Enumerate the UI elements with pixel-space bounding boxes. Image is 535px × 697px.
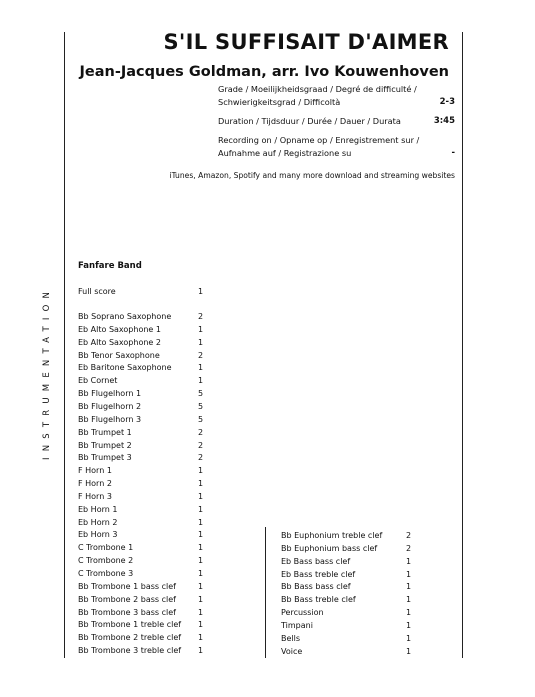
part-name: Eb Alto Saxophone 2 [78, 337, 161, 347]
right-margin-rule [462, 32, 463, 658]
part-quantity: 1 [406, 556, 412, 566]
recording-label-line2: Aufnahme auf / Registrazione su [218, 148, 352, 158]
part-quantity: 2 [198, 453, 204, 463]
part-quantity: 1 [198, 556, 204, 566]
part-name: Bb Trumpet 3 [78, 453, 132, 463]
parts-list-right [281, 0, 421, 697]
part-name: Bb Trumpet 1 [78, 427, 132, 437]
part-name: Bb Flugelhorn 3 [78, 414, 142, 424]
part-name: F Horn 1 [78, 466, 112, 476]
part-name: Bb Trumpet 2 [78, 440, 132, 450]
part-quantity: 1 [198, 376, 204, 386]
part-name: Bb Bass bass clef [281, 582, 351, 592]
part-name: Bb Trombone 2 bass clef [78, 594, 176, 604]
grade-label-line1: Grade / Moeilijkheidsgraad / Degré de difficulté / [218, 84, 417, 94]
part-quantity: 1 [198, 594, 204, 604]
part-quantity: 1 [406, 633, 412, 643]
part-name: Timpani [281, 620, 313, 630]
piece-title: S'IL SUFFISAIT D'AIMER [163, 30, 449, 54]
grade-value: 2-3 [439, 97, 455, 107]
part-quantity: 1 [406, 608, 412, 618]
part-name: Bells [281, 633, 301, 643]
left-margin-rule [64, 32, 65, 658]
part-name: Eb Horn 1 [78, 504, 118, 514]
part-name: Eb Horn 3 [78, 530, 118, 540]
parts-list-left [78, 0, 218, 697]
part-quantity: 1 [198, 466, 204, 476]
recording-value: - [451, 148, 455, 158]
part-name: Voice [281, 646, 303, 656]
grade-label-line2: Schwierigkeitsgrad / Difficoltà [218, 97, 341, 107]
part-name: Bb Trombone 3 treble clef [78, 646, 182, 656]
part-quantity: 5 [198, 389, 204, 399]
part-name: Bb Euphonium treble clef [281, 531, 383, 540]
part-quantity: 1 [406, 595, 412, 605]
part-quantity: 1 [406, 620, 412, 630]
part-quantity: 1 [198, 607, 204, 617]
part-quantity: 1 [198, 569, 204, 578]
part-name: C Trombone 2 [78, 556, 134, 566]
part-name: Bb Trombone 2 treble clef [78, 633, 182, 643]
instrumentation-side-label: INSTRUMENTATION [42, 285, 52, 460]
streaming-note: iTunes, Amazon, Spotify and many more download and streaming websites [169, 171, 455, 180]
part-name: Eb Baritone Saxophone [78, 363, 172, 373]
part-quantity: 1 [198, 646, 204, 656]
part-quantity: 1 [198, 363, 204, 373]
composer-arranger: Jean-Jacques Goldman, arr. Ivo Kouwenhoven [79, 64, 449, 80]
part-quantity: 2 [198, 312, 204, 321]
part-quantity: 1 [198, 517, 204, 527]
part-name: Eb Alto Saxophone 1 [78, 324, 161, 334]
ensemble-heading: Fanfare Band [78, 261, 142, 271]
part-quantity: 2 [198, 440, 204, 450]
part-quantity: 1 [198, 581, 204, 591]
part-name: F Horn 3 [78, 491, 112, 501]
part-name: Eb Bass bass clef [281, 556, 351, 566]
part-quantity: 1 [198, 504, 204, 514]
part-name: Bb Flugelhorn 2 [78, 401, 142, 411]
part-quantity: 1 [198, 287, 204, 296]
part-quantity: 1 [198, 633, 204, 643]
part-quantity: 1 [406, 646, 412, 656]
part-name: Eb Horn 2 [78, 517, 118, 527]
part-quantity: 2 [198, 350, 204, 360]
part-quantity: 2 [406, 531, 412, 540]
part-quantity: 1 [406, 569, 412, 579]
part-name: Bb Euphonium bass clef [281, 543, 378, 553]
part-quantity: 1 [406, 582, 412, 592]
part-quantity: 1 [198, 620, 204, 630]
recording-label-line1: Recording on / Opname op / Enregistrement sur / [218, 135, 420, 145]
part-name: Eb Cornet [78, 376, 118, 386]
part-name: Bb Trombone 3 bass clef [78, 607, 176, 617]
part-name: Bb Trombone 1 bass clef [78, 581, 176, 591]
part-quantity: 1 [198, 543, 204, 553]
part-quantity: 5 [198, 401, 204, 411]
part-quantity: 1 [198, 337, 204, 347]
part-name: F Horn 2 [78, 479, 112, 489]
part-name: Bb Tenor Saxophone [78, 350, 160, 360]
part-name: Eb Bass treble clef [281, 569, 356, 579]
part-name: Bb Trombone 1 treble clef [78, 620, 182, 630]
duration-label: Duration / Tijdsduur / Durée / Dauer / Durata [218, 116, 401, 126]
part-quantity: 2 [198, 427, 204, 437]
part-name: Percussion [281, 608, 324, 618]
part-name: Bb Flugelhorn 1 [78, 389, 142, 399]
part-name: C Trombone 1 [78, 543, 134, 553]
part-name: Full score [78, 287, 116, 296]
part-quantity: 1 [198, 491, 204, 501]
part-name: C Trombone 3 [78, 569, 134, 578]
part-quantity: 1 [198, 530, 204, 540]
part-quantity: 1 [198, 479, 204, 489]
part-quantity: 1 [198, 324, 204, 334]
column-divider-rule [265, 527, 266, 658]
part-name: Bb Bass treble clef [281, 595, 356, 605]
part-quantity: 2 [406, 543, 412, 553]
part-quantity: 5 [198, 414, 204, 424]
duration-value: 3:45 [433, 116, 455, 126]
part-name: Bb Soprano Saxophone [78, 312, 172, 321]
